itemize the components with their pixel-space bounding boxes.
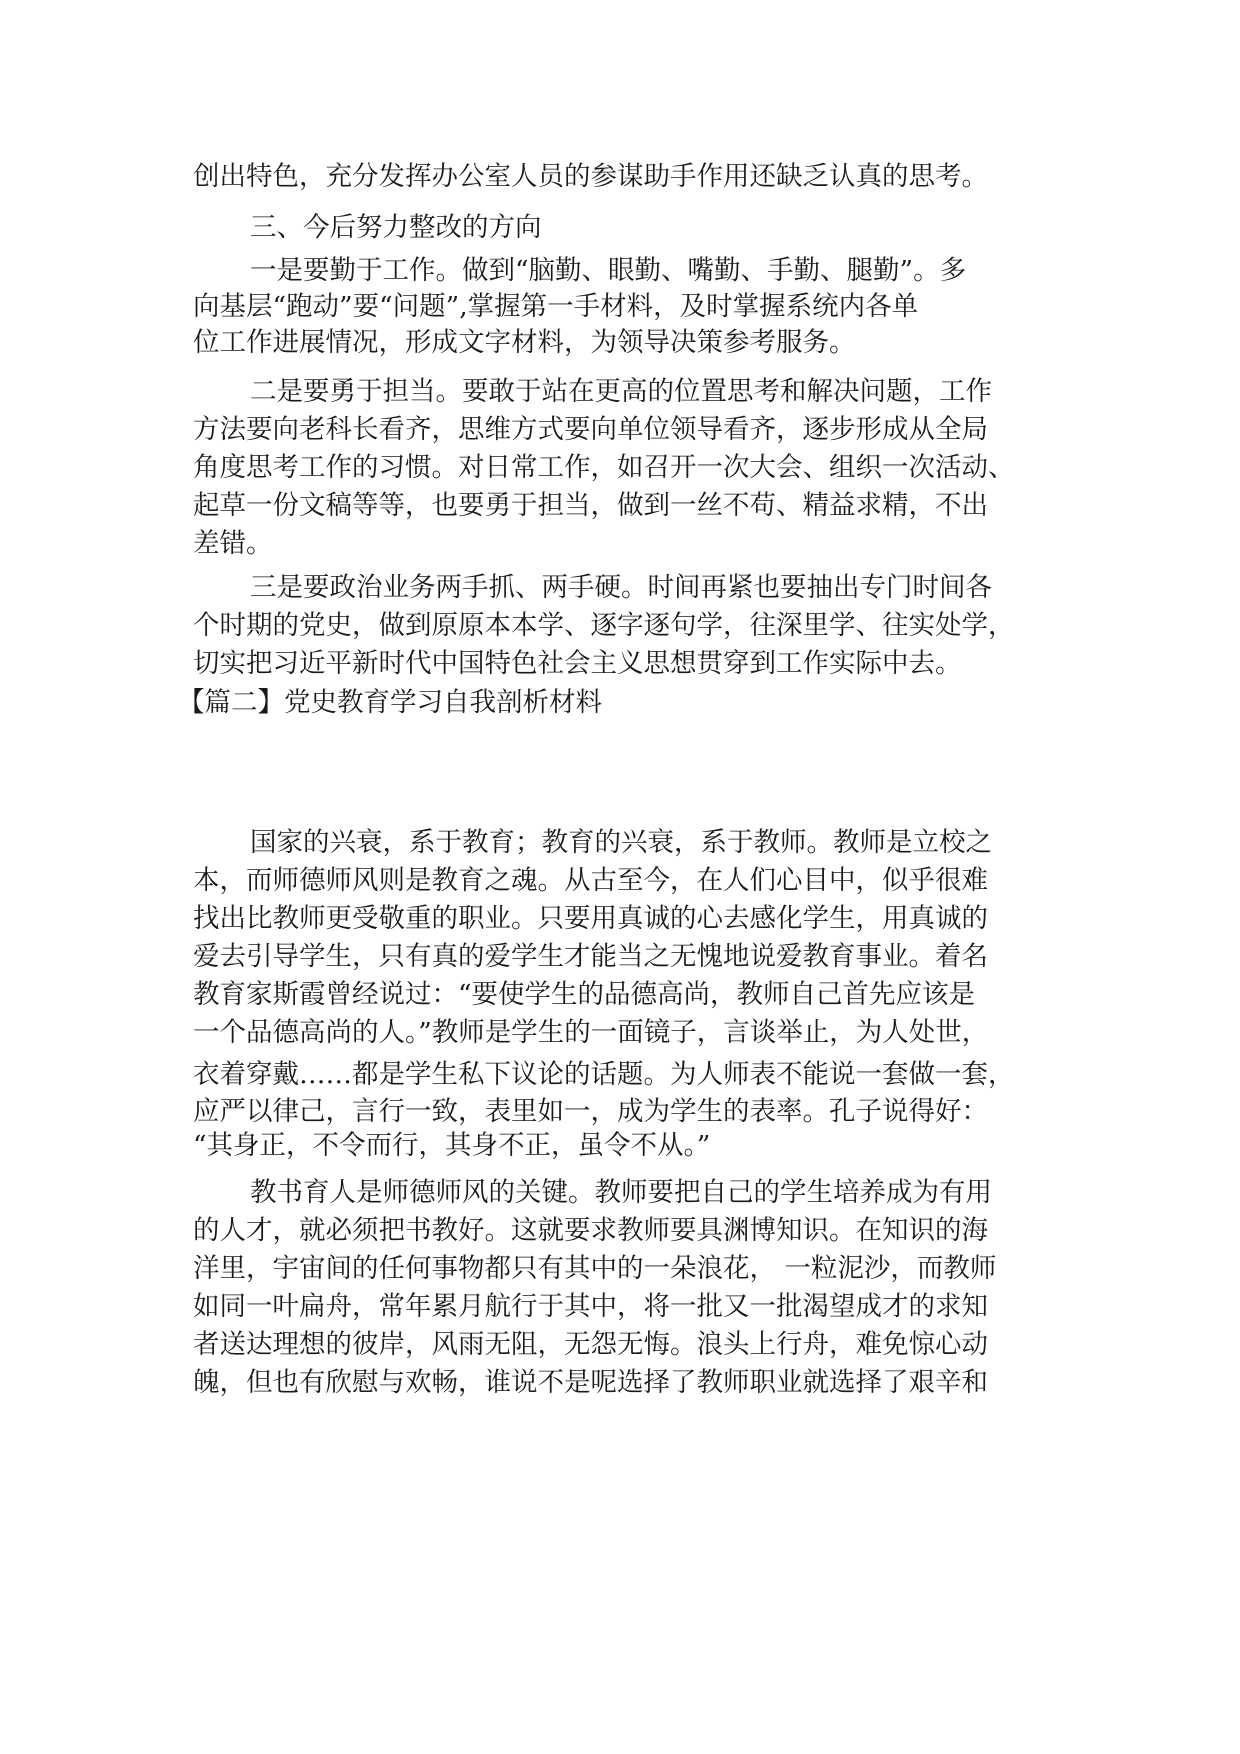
text-line: 切实把习近平新时代中国特色社会主义思想贯穿到工作实际中去。 bbox=[193, 648, 962, 679]
text-line: 一个品德高尚的人。”教师是学生的一面镜子，言谈举止，为人处世， bbox=[193, 1017, 989, 1048]
text-line: 衣着穿戴……都是学生私下议论的话题。为人师表不能说一套做一套， bbox=[193, 1059, 1015, 1090]
text-line: 国家的兴衰，系于教育；教育的兴衰，系于教师。教师是立校之 bbox=[250, 827, 992, 858]
text-line: 洋里，宇宙间的任何事物都只有其中的一朵浪花， 一粒泥沙，而教师 bbox=[193, 1253, 997, 1284]
text-line: 本，而师德师风则是教育之魂。从古至今，在人们心目中，似乎很难 bbox=[193, 865, 988, 896]
text-line: 一是要勤于工作。做到“脑勤、眼勤、嘴勤、手勤、腿勤”。多 bbox=[250, 255, 967, 286]
text-line: 者送达理想的彼岸，风雨无阻，无怨无悔。浪头上行舟，难免惊心动 bbox=[193, 1329, 988, 1360]
text-line: 个时期的党史，做到原原本本学、逐字逐句学，往深里学、往实处学， bbox=[193, 610, 1015, 641]
article-title: 【篇二】党史教育学习自我剖析材料 bbox=[178, 687, 602, 718]
text-line: 角度思考工作的习惯。对日常工作，如召开一次大会、组织一次活动、 bbox=[193, 452, 1015, 483]
text-line: 方法要向老科长看齐，思维方式要向单位领导看齐，逐步形成从全局 bbox=[193, 414, 988, 445]
text-line: 二是要勇于担当。要敢于站在更高的位置思考和解决问题，工作 bbox=[250, 376, 992, 407]
text-line: 找出比教师更受敬重的职业。只要用真诚的心去感化学生，用真诚的 bbox=[193, 903, 988, 934]
text-line: 魄，但也有欣慰与欢畅，谁说不是呢选择了教师职业就选择了艰辛和 bbox=[193, 1367, 988, 1398]
text-line: 三是要政治业务两手抓、两手硬。时间再紧也要抽出专门时间各 bbox=[250, 572, 992, 603]
text-line: 差错。 bbox=[193, 528, 273, 559]
section-heading: 三、今后努力整改的方向 bbox=[250, 212, 542, 243]
text-line: “其身正，不令而行，其身不正，虽令不从。” bbox=[193, 1130, 711, 1161]
text-line: 教书育人是师德师风的关键。教师要把自己的学生培养成为有用 bbox=[250, 1177, 992, 1208]
text-line: 创出特色，充分发挥办公室人员的参谋助手作用还缺乏认真的思考。 bbox=[193, 161, 988, 192]
text-line: 如同一叶扁舟，常年累月航行于其中，将一批又一批渴望成才的求知 bbox=[193, 1291, 988, 1322]
text-line: 位工作进展情况，形成文字材料，为领导决策参考服务。 bbox=[193, 327, 856, 358]
text-line: 起草一份文稿等等，也要勇于担当，做到一丝不苟、精益求精，不出 bbox=[193, 490, 988, 521]
text-line: 爱去引导学生，只有真的爱学生才能当之无愧地说爱教育事业。着名 bbox=[193, 941, 988, 972]
text-line: 向基层“跑动”要“问题”,掌握第一手材料，及时掌握系统内各单 bbox=[193, 291, 919, 322]
text-line: 教育家斯霞曾经说过：“要使学生的品德高尚，教师自己首先应该是 bbox=[193, 979, 976, 1010]
text-line: 应严以律己，言行一致，表里如一，成为学生的表率。孔子说得好： bbox=[193, 1096, 988, 1127]
text-line: 的人才，就必须把书教好。这就要求教师要具渊博知识。在知识的海 bbox=[193, 1215, 988, 1246]
